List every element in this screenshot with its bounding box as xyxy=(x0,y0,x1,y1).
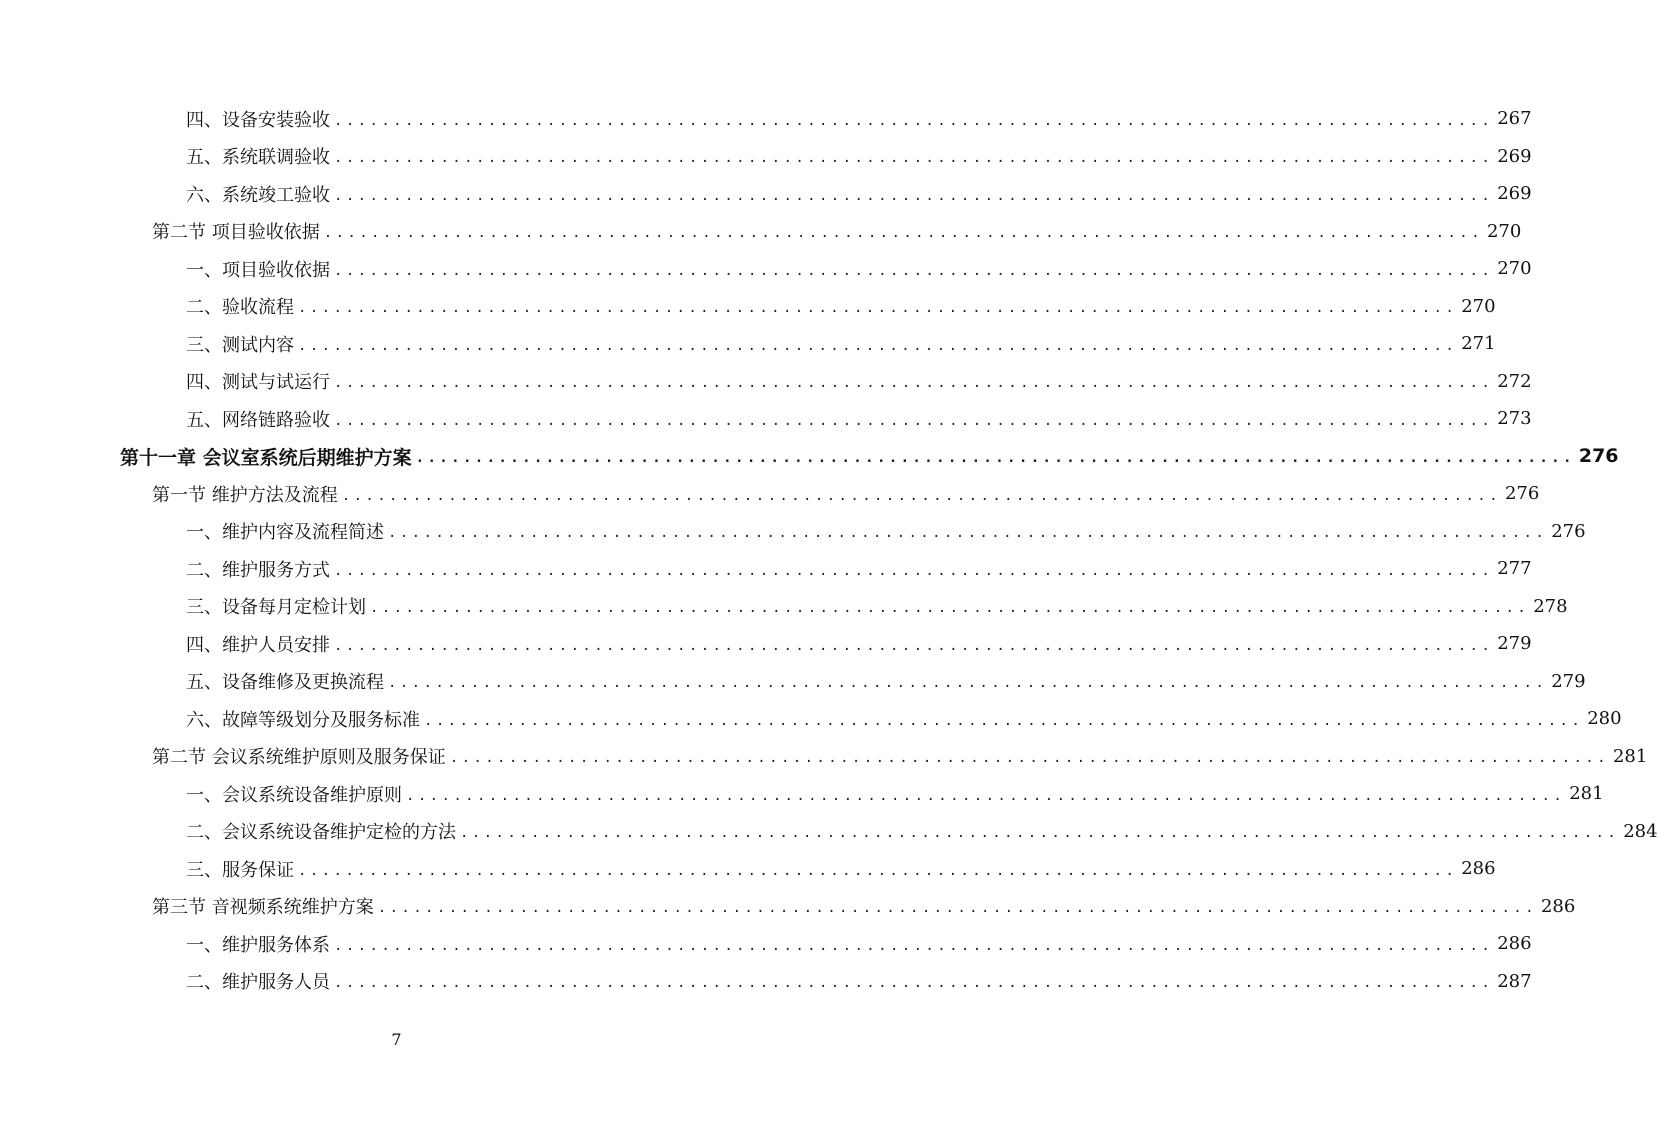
toc-entry-title: 第二节 项目验收依据 xyxy=(152,222,320,243)
toc-entry-title: 二、会议系统设备维护定检的方法 xyxy=(186,822,456,843)
toc-entry-page: 286 xyxy=(1497,933,1532,954)
toc-entry-page: 269 xyxy=(1497,183,1532,204)
dot-leader: .................................................................................................. xyxy=(377,900,1537,916)
dot-leader: .................................................................................................. xyxy=(415,450,1575,466)
dot-leader: .................................................................................................. xyxy=(334,562,1494,579)
toc-entry[interactable] xyxy=(186,400,1532,437)
toc-entry-title: 三、服务保证 xyxy=(186,859,294,881)
toc-entry-page: 273 xyxy=(1497,408,1532,429)
toc-entry[interactable] xyxy=(152,738,1648,775)
toc-entry-title: 一、维护服务体系 xyxy=(186,934,330,956)
dot-leader: .................................................................................................. xyxy=(334,975,1494,991)
toc-entry-page: 272 xyxy=(1497,370,1532,392)
toc-entry-title: 五、设备维修及更换流程 xyxy=(186,672,384,693)
toc-entry-page: 267 xyxy=(1497,108,1532,129)
toc-entry-page: 276 xyxy=(1504,483,1540,504)
toc-entry-page: 281 xyxy=(1569,783,1604,804)
toc-entry-title: 一、维护内容及流程简述 xyxy=(186,522,384,543)
dot-leader: .................................................................................................. xyxy=(323,225,1483,241)
toc-entry[interactable] xyxy=(186,138,1532,175)
toc-entry[interactable] xyxy=(186,250,1532,287)
dot-leader: .................................................................................................. xyxy=(406,787,1566,804)
dot-leader: .................................................................................................. xyxy=(460,825,1620,841)
toc-entry-page: 281 xyxy=(1612,745,1648,767)
dot-leader: .................................................................................................. xyxy=(334,637,1494,654)
toc-entry[interactable] xyxy=(152,888,1576,925)
dot-leader: .................................................................................................. xyxy=(334,937,1494,954)
toc-entry[interactable] xyxy=(186,663,1586,700)
toc-entry-page: 276 xyxy=(1551,520,1586,542)
toc-entry-title: 第十一章 会议室系统后期维护方案 xyxy=(120,446,412,469)
dot-leader: .................................................................................................. xyxy=(424,712,1584,729)
toc-entry-page: 287 xyxy=(1497,970,1532,992)
toc-entry-title: 一、会议系统设备维护原则 xyxy=(186,784,402,806)
dot-leader: .................................................................................................. xyxy=(334,112,1494,129)
toc-entry-title: 四、维护人员安排 xyxy=(186,634,330,656)
dot-leader: .................................................................................................. xyxy=(388,525,1548,541)
toc-entry-page: 284 xyxy=(1623,820,1658,842)
dot-leader: .................................................................................................. xyxy=(334,375,1494,391)
dot-leader: .................................................................................................. xyxy=(298,862,1458,879)
toc-entry-title: 二、维护服务人员 xyxy=(186,972,330,993)
toc-entry-page: 269 xyxy=(1497,145,1532,167)
dot-leader: .................................................................................................. xyxy=(334,150,1494,166)
toc-entry-page: 276 xyxy=(1578,445,1619,467)
dot-leader: .................................................................................................. xyxy=(388,675,1548,691)
toc-entry[interactable] xyxy=(186,325,1496,362)
dot-leader: .................................................................................................. xyxy=(370,600,1530,616)
toc-entry[interactable] xyxy=(186,963,1532,1000)
toc-entry-title: 一、项目验收依据 xyxy=(186,259,330,281)
toc-entry-page: 277 xyxy=(1497,558,1532,579)
toc-entry-title: 三、设备每月定检计划 xyxy=(186,597,366,618)
dot-leader: .................................................................................................. xyxy=(334,412,1494,429)
toc-entry-title: 六、系统竣工验收 xyxy=(186,184,330,206)
toc-entry[interactable] xyxy=(186,175,1532,212)
toc-entry-page: 278 xyxy=(1533,595,1568,617)
toc-entry-page: 270 xyxy=(1497,258,1532,279)
toc-entry-title: 四、设备安装验收 xyxy=(186,109,330,131)
dot-leader: .................................................................................................. xyxy=(298,337,1458,354)
toc-entry[interactable] xyxy=(186,850,1496,887)
page-number: 7 xyxy=(391,1030,402,1049)
toc-chapter-entry[interactable] xyxy=(120,438,1619,475)
toc-entry[interactable] xyxy=(152,475,1540,512)
toc-entry-page: 271 xyxy=(1461,333,1496,354)
toc-entry-title: 第一节 维护方法及流程 xyxy=(152,484,338,506)
dot-leader: .................................................................................................. xyxy=(298,300,1458,316)
toc-entry-page: 286 xyxy=(1461,858,1496,879)
toc-entry-page: 279 xyxy=(1497,633,1532,654)
toc-entry[interactable] xyxy=(186,625,1532,662)
toc-entry-title: 六、故障等级划分及服务标准 xyxy=(186,709,420,731)
toc-entry-page: 270 xyxy=(1486,220,1522,242)
toc-entry[interactable] xyxy=(186,550,1532,587)
toc-entry-page: 280 xyxy=(1587,708,1622,729)
toc-entry[interactable] xyxy=(186,513,1586,550)
toc-entry-title: 五、网络链路验收 xyxy=(186,409,330,431)
toc-entry-title: 第二节 会议系统维护原则及服务保证 xyxy=(152,747,446,768)
dot-leader: .................................................................................................. xyxy=(334,262,1494,279)
toc-entry-page: 270 xyxy=(1461,295,1496,317)
toc-entry-page: 286 xyxy=(1540,895,1576,917)
toc-entry[interactable] xyxy=(152,213,1522,250)
toc-entry[interactable] xyxy=(186,813,1658,850)
toc-entry[interactable] xyxy=(186,288,1496,325)
toc-entry-page: 279 xyxy=(1551,670,1586,692)
toc-entry-title: 第三节 音视频系统维护方案 xyxy=(152,897,374,918)
dot-leader: .................................................................................................. xyxy=(449,750,1609,766)
toc-entry[interactable] xyxy=(186,925,1532,962)
toc-entry[interactable] xyxy=(186,100,1532,137)
dot-leader: .................................................................................................. xyxy=(334,187,1494,204)
toc-entry-title: 五、系统联调验收 xyxy=(186,147,330,168)
toc-entry-title: 四、测试与试运行 xyxy=(186,372,330,393)
toc-entry-title: 二、维护服务方式 xyxy=(186,559,330,581)
toc-entry[interactable] xyxy=(186,363,1532,400)
dot-leader: .................................................................................................. xyxy=(341,487,1501,504)
toc-entry[interactable] xyxy=(186,700,1622,737)
toc-entry-title: 三、测试内容 xyxy=(186,334,294,356)
toc-entry-title: 二、验收流程 xyxy=(186,297,294,318)
toc-entry[interactable] xyxy=(186,588,1568,625)
toc-entry[interactable] xyxy=(186,775,1604,812)
